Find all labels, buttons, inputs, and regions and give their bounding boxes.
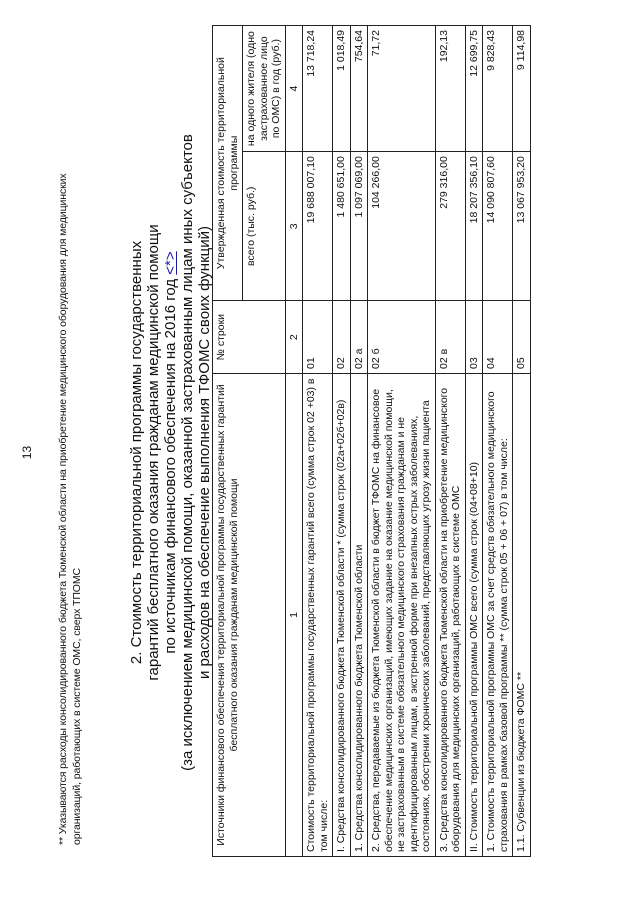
row-total: 19 688 007,10 bbox=[303, 152, 333, 301]
row-total: 104 266,00 bbox=[368, 152, 436, 301]
section-title bbox=[128, 0, 213, 905]
row-total: 1 097 069,00 bbox=[350, 152, 368, 301]
table-row bbox=[465, 26, 483, 857]
row-name: 1.1. Субвенции из бюджета ФОМС ** bbox=[513, 373, 531, 856]
table-row bbox=[368, 26, 436, 857]
table-row bbox=[513, 26, 531, 857]
row-name: I. Средства консолидированного бюджета Тюменской области * (сумма строк (02а+02б+02в) bbox=[333, 373, 351, 856]
title-line-1: 2. Стоимость территориальной программы государственных bbox=[128, 240, 145, 665]
title-line-3-text: по источникам финансового обеспечения на 2016 год bbox=[162, 274, 179, 654]
title-line-3 bbox=[162, 0, 179, 905]
row-number: 03 bbox=[465, 301, 483, 374]
row-per-capita: 12 699,75 bbox=[465, 26, 483, 152]
row-per-capita: 1 018,49 bbox=[333, 26, 351, 152]
row-total: 279 316,00 bbox=[435, 152, 465, 301]
row-number: 01 bbox=[303, 301, 333, 374]
col-number-4: 4 bbox=[285, 26, 303, 152]
row-per-capita: 13 718,24 bbox=[303, 26, 333, 152]
footnote: ** Указываются расходы консолидированного бюджета Тюменской области на приобретение медицинского оборудования для медицинских организаций, работающих в системе ОМС, сверх ТПОМС bbox=[57, 173, 83, 845]
page-number: 13 bbox=[20, 445, 34, 460]
row-number: 02 в bbox=[435, 301, 465, 374]
row-total: 14 090 807,60 bbox=[483, 152, 513, 301]
row-total: 1 480 651,00 bbox=[333, 152, 351, 301]
row-per-capita: 9 114,98 bbox=[513, 26, 531, 152]
table-row bbox=[303, 26, 333, 857]
row-number: 02 а bbox=[350, 301, 368, 374]
table-row bbox=[435, 26, 465, 857]
header-row-no: № строки bbox=[213, 301, 286, 374]
col-number-2: 2 bbox=[285, 301, 303, 374]
cost-table bbox=[212, 25, 531, 857]
col-number-3: 3 bbox=[285, 152, 303, 301]
footnote-link[interactable]: <*> bbox=[162, 251, 179, 275]
row-number: 04 bbox=[483, 301, 513, 374]
row-name: 2. Средства, передаваемые из бюджета Тюменской области в бюджет ТФОМС на финансовое обеспечение медицинских организаций, имеющих задание на оказание медицинской помощи, не застрахованным в системе обязательного медицинского страхования гражданам и не идентифицированным лицам, в экстренной форме при внезапных острых заболеваниях, состояниях, обострении хронических заболеваний, представляющих угрозу жизни пациента bbox=[368, 373, 436, 856]
row-number: 05 bbox=[513, 301, 531, 374]
col-number-1: 1 bbox=[285, 373, 303, 856]
row-name: 3. Средства консолидированного бюджета Тюменской области на приобретение медицинского оборудования для медицинских организаций, работающих в системе ОМС bbox=[435, 373, 465, 856]
row-per-capita: 192,13 bbox=[435, 26, 465, 152]
header-group: Утвержденная стоимость территориальной программы bbox=[213, 26, 243, 301]
row-number: 02 б bbox=[368, 301, 436, 374]
row-per-capita: 9 828,43 bbox=[483, 26, 513, 152]
table-body bbox=[303, 26, 531, 857]
title-line-4: (за исключением медицинской помощи, оказанной застрахованным лицам иных субъектов bbox=[179, 134, 196, 771]
table-row bbox=[333, 26, 351, 857]
header-total: всего (тыс. руб.) bbox=[243, 152, 286, 301]
row-name: 1. Стоимость территориальной программы ОМС за счет средств обязательного медицинского страхования в рамках базовой программы ** (сумма строк 05 + 06 + 07) в том числе: bbox=[483, 373, 513, 856]
header-source: Источники финансового обеспечения территориальной программы государственных гарантий бесплатного оказания гражданам медицинской помощи bbox=[213, 373, 286, 856]
title-line-5: и расходов на обеспечение выполнения ТФОМС своих функций) bbox=[196, 226, 213, 680]
row-name: II. Стоимость территориальной программы ОМС всего (сумма строк (04+08+10) bbox=[465, 373, 483, 856]
table-row bbox=[483, 26, 513, 857]
row-name: 1. Средства консолидированного бюджета Тюменской области bbox=[350, 373, 368, 856]
table-row bbox=[350, 26, 368, 857]
title-line-2: гарантий бесплатного оказания гражданам медицинской помощи bbox=[145, 224, 162, 681]
row-number: 02 bbox=[333, 301, 351, 374]
row-name: Стоимость территориальной программы государственных гарантий всего (сумма строк 02 +03) в том числе: bbox=[303, 373, 333, 856]
row-total: 18 207 356,10 bbox=[465, 152, 483, 301]
row-per-capita: 71,72 bbox=[368, 26, 436, 152]
row-total: 13 067 953,20 bbox=[513, 152, 531, 301]
row-per-capita: 754,64 bbox=[350, 26, 368, 152]
header-per-capita: на одного жителя (одно застрахованное лицо по ОМС) в год (руб.) bbox=[243, 26, 286, 152]
